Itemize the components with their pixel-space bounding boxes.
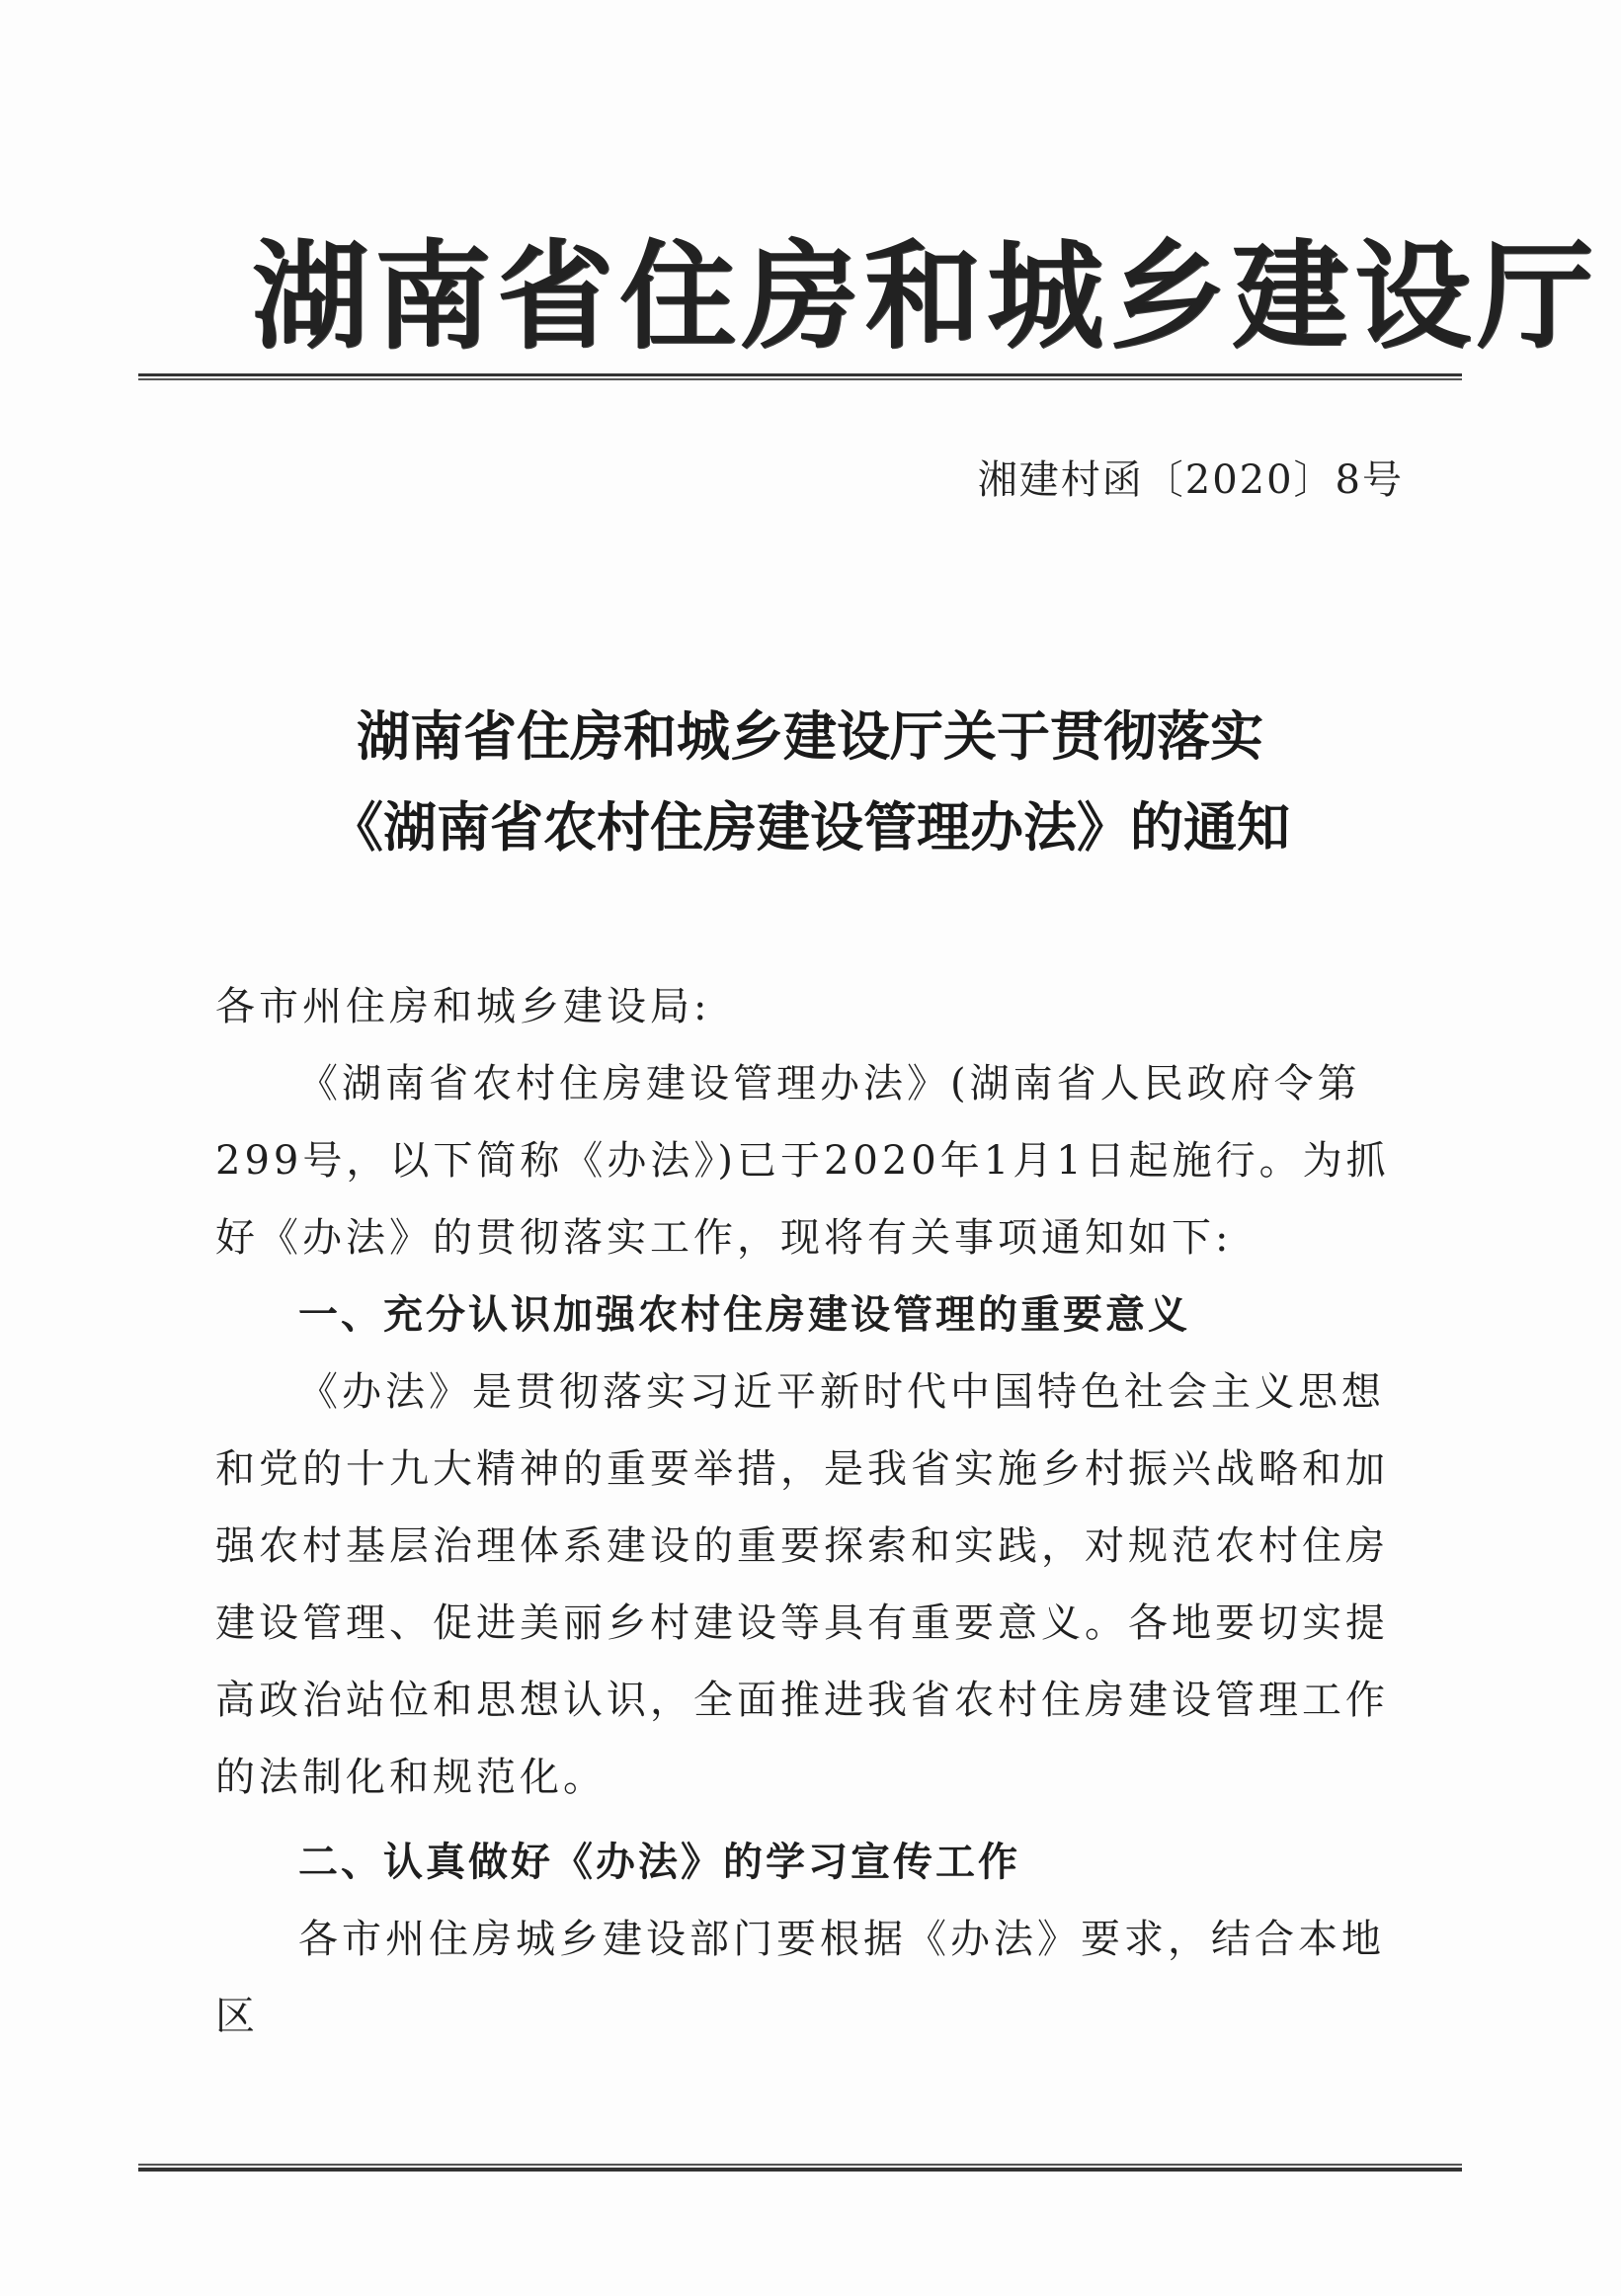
document-number: 湘建村函〔2020〕8号 <box>977 457 1404 503</box>
salutation: 各市州住房和城乡建设局: <box>215 984 711 1029</box>
section-body-2: 各市州住房城乡建设部门要根据《办法》要求，结合本地区 <box>215 1917 1385 2039</box>
section-heading-2: 二、认真做好《办法》的学习宣传工作 <box>298 1840 1020 1885</box>
document-title <box>178 692 1442 873</box>
title-line-2: 《湖南省农村住房建设管理办法》的通知 <box>330 796 1290 859</box>
footer-divider <box>138 2164 1462 2172</box>
masthead-divider <box>138 373 1462 380</box>
masthead-title: 湖南省住房和城乡建设厅 <box>252 228 1600 365</box>
intro-paragraph: 《湖南省农村住房建设管理办法》(湖南省人民政府令第299号，以下简称《办法》)已于2020年1月1日起施行。为抓好《办法》的贯彻落实工作，现将有关事项通知如下: <box>215 1061 1390 1261</box>
section-body-1: 《办法》是贯彻落实习近平新时代中国特色社会主义思想和党的十九大精神的重要举措，是我省实施乡村振兴战略和加强农村基层治理体系建设的重要探索和实践，对规范农村住房建设管理、促进美丽乡村建设等具有重要意义。各地要切实提高政治站位和思想认识，全面推进我省农村住房建设管理工作的法制化和规范化。 <box>215 1369 1389 1800</box>
section-heading-1: 一、充分认识加强农村住房建设管理的重要意义 <box>298 1292 1190 1338</box>
document-body <box>215 968 1406 2055</box>
title-line-1: 湖南省住房和城乡建设厅关于贯彻落实 <box>357 705 1263 768</box>
